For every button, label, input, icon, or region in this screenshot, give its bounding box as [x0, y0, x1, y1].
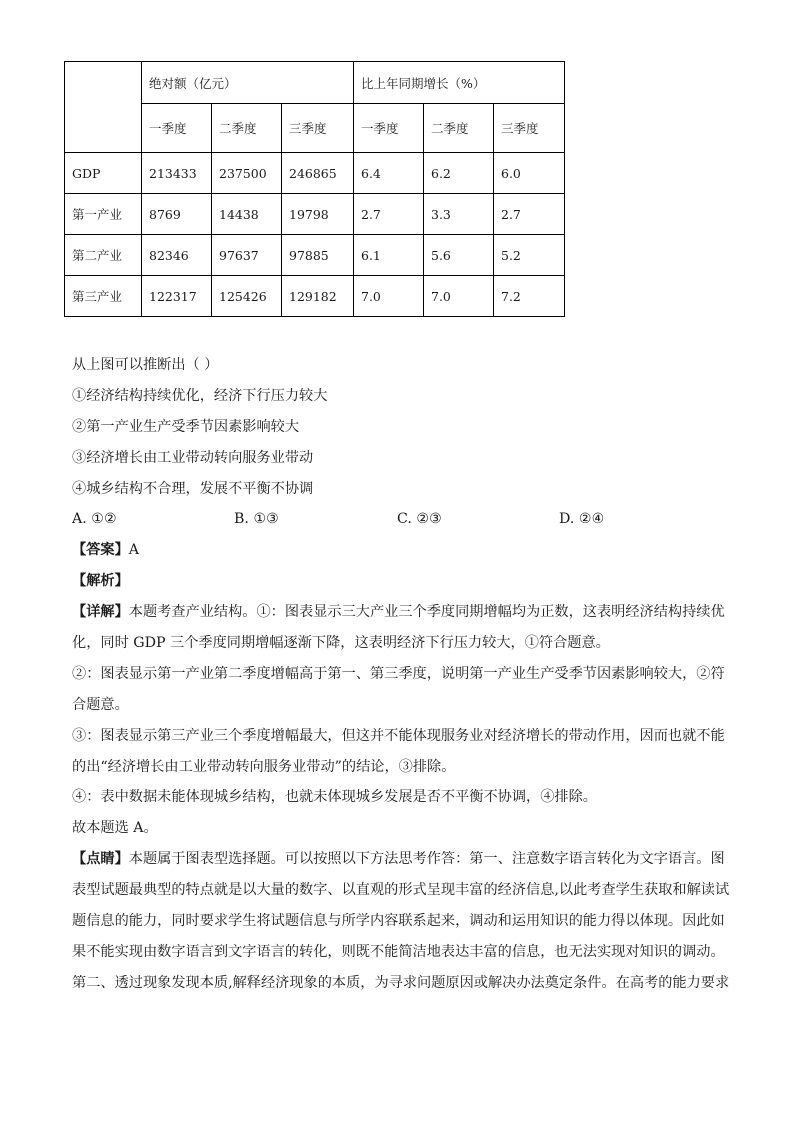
statement-4: ④城乡结构不合理，发展不平衡不协调: [72, 480, 314, 497]
table-cell: 7.0: [354, 276, 424, 317]
table-cell: 6.2: [424, 153, 494, 194]
statement-1: ①经济结构持续优化，经济下行压力较大: [72, 387, 328, 404]
detail-line: ③：图表显示第三产业三个季度增幅最大，但这并不能体现服务业对经济增长的带动作用，因而也就不能: [72, 727, 725, 744]
tip-line: 题信息的能力，同时要求学生将试题信息与所学内容联系起来，调动和运用知识的能力得以体现。因此如: [72, 913, 725, 930]
table-cell: 5.6: [424, 235, 494, 276]
row-label: 第二产业: [65, 235, 142, 276]
tip-line: 第二、透过现象发现本质,解释经济现象的本质，为寻求问题原因或解决办法奠定条件。在高考的能力要求: [72, 974, 730, 991]
table-cell: 129182: [282, 276, 354, 317]
table-cell: 7.2: [494, 276, 565, 317]
answer-line: [72, 535, 732, 566]
option-a[interactable]: A. ①②: [72, 511, 117, 528]
section-label: 【点睛】: [72, 851, 129, 868]
table-cell: 19798: [282, 194, 354, 235]
quarter-header: 一季度: [354, 104, 424, 153]
detail-line: 故本题选 A。: [72, 820, 158, 837]
quarter-header: 三季度: [282, 104, 354, 153]
option-c[interactable]: C. ②③: [397, 511, 442, 528]
table-cell: 3.3: [424, 194, 494, 235]
question-block: [72, 350, 732, 999]
table-cell: 122317: [142, 276, 212, 317]
table-cell: 7.0: [424, 276, 494, 317]
table-row: [65, 194, 565, 235]
detail-line: 的出“经济增长由工业带动转向服务业带动”的结论，③排除。: [72, 758, 456, 775]
table-cell: 97885: [282, 235, 354, 276]
quarter-header: 二季度: [212, 104, 282, 153]
header-absolute-amount: 绝对额（亿元）: [142, 62, 354, 104]
header-growth-rate: 比上年同期增长（%）: [354, 62, 565, 104]
table-cell: 2.7: [354, 194, 424, 235]
tip-line: 表型试题最典型的特点就是以大量的数字、以直观的形式呈现丰富的经济信息,以此考查学生获取和解读试: [72, 882, 730, 899]
table-row: [65, 153, 565, 194]
answer-value: A: [128, 542, 140, 559]
table-cell: 246865: [282, 153, 354, 194]
section-text: 本题考查产业结构。①：图表显示三大产业三个季度同期增幅均为正数，这表明经济结构持续优: [128, 604, 725, 621]
options-row: [72, 504, 732, 535]
statistics-table: [64, 61, 565, 317]
detail-line: ④：表中数据未能体现城乡结构，也就未体现城乡发展是否不平衡不协调，④排除。: [72, 789, 597, 806]
table-row: [65, 276, 565, 317]
detail-line: 化，同时 GDP 三个季度同期增幅逐渐下降，这表明经济下行压力较大，①符合题意。: [72, 635, 610, 652]
table-row: [65, 235, 565, 276]
quarter-header: 三季度: [494, 104, 565, 153]
table-cell: 82346: [142, 235, 212, 276]
question-stem: 从上图可以推断出（ ）: [72, 357, 219, 373]
table-cell: 213433: [142, 153, 212, 194]
row-label: GDP: [65, 153, 142, 194]
detail-line: 合题意。: [72, 696, 129, 713]
section-text: 本题属于图表型选择题。可以按照以下方法思考作答：第一、注意数字语言转化为文字语言。图: [128, 851, 725, 868]
table-cell: 237500: [212, 153, 282, 194]
tip-line: 果不能实现由数字语言到文字语言的转化，则既不能简洁地表达丰富的信息，也无法实现对知识的调动。: [72, 943, 725, 960]
table-cell: 2.7: [494, 194, 565, 235]
analysis-label: 【解析】: [72, 573, 129, 590]
table-cell: 6.0: [494, 153, 565, 194]
table-cell: 8769: [142, 194, 212, 235]
table-cell: 97637: [212, 235, 282, 276]
statement-2: ②第一产业生产受季节因素影响较大: [72, 418, 300, 435]
option-d[interactable]: D. ②④: [559, 511, 605, 528]
section-label: 【详解】: [72, 604, 129, 621]
quarter-header: 一季度: [142, 104, 212, 153]
table-corner-cell: [65, 62, 142, 153]
table-cell: 5.2: [494, 235, 565, 276]
tip-line: [72, 844, 732, 875]
detail-line: ②：图表显示第一产业第二季度增幅高于第一、第三季度，说明第一产业生产受季节因素影响较大，②符: [72, 665, 725, 682]
quarter-header: 二季度: [424, 104, 494, 153]
row-label: 第一产业: [65, 194, 142, 235]
answer-label: 【答案】: [72, 542, 129, 559]
option-b[interactable]: B. ①③: [234, 511, 279, 528]
table-cell: 125426: [212, 276, 282, 317]
table-cell: 6.4: [354, 153, 424, 194]
table-cell: 14438: [212, 194, 282, 235]
table-cell: 6.1: [354, 235, 424, 276]
detail-line: [72, 597, 732, 628]
statement-3: ③经济增长由工业带动转向服务业带动: [72, 449, 314, 466]
row-label: 第三产业: [65, 276, 142, 317]
